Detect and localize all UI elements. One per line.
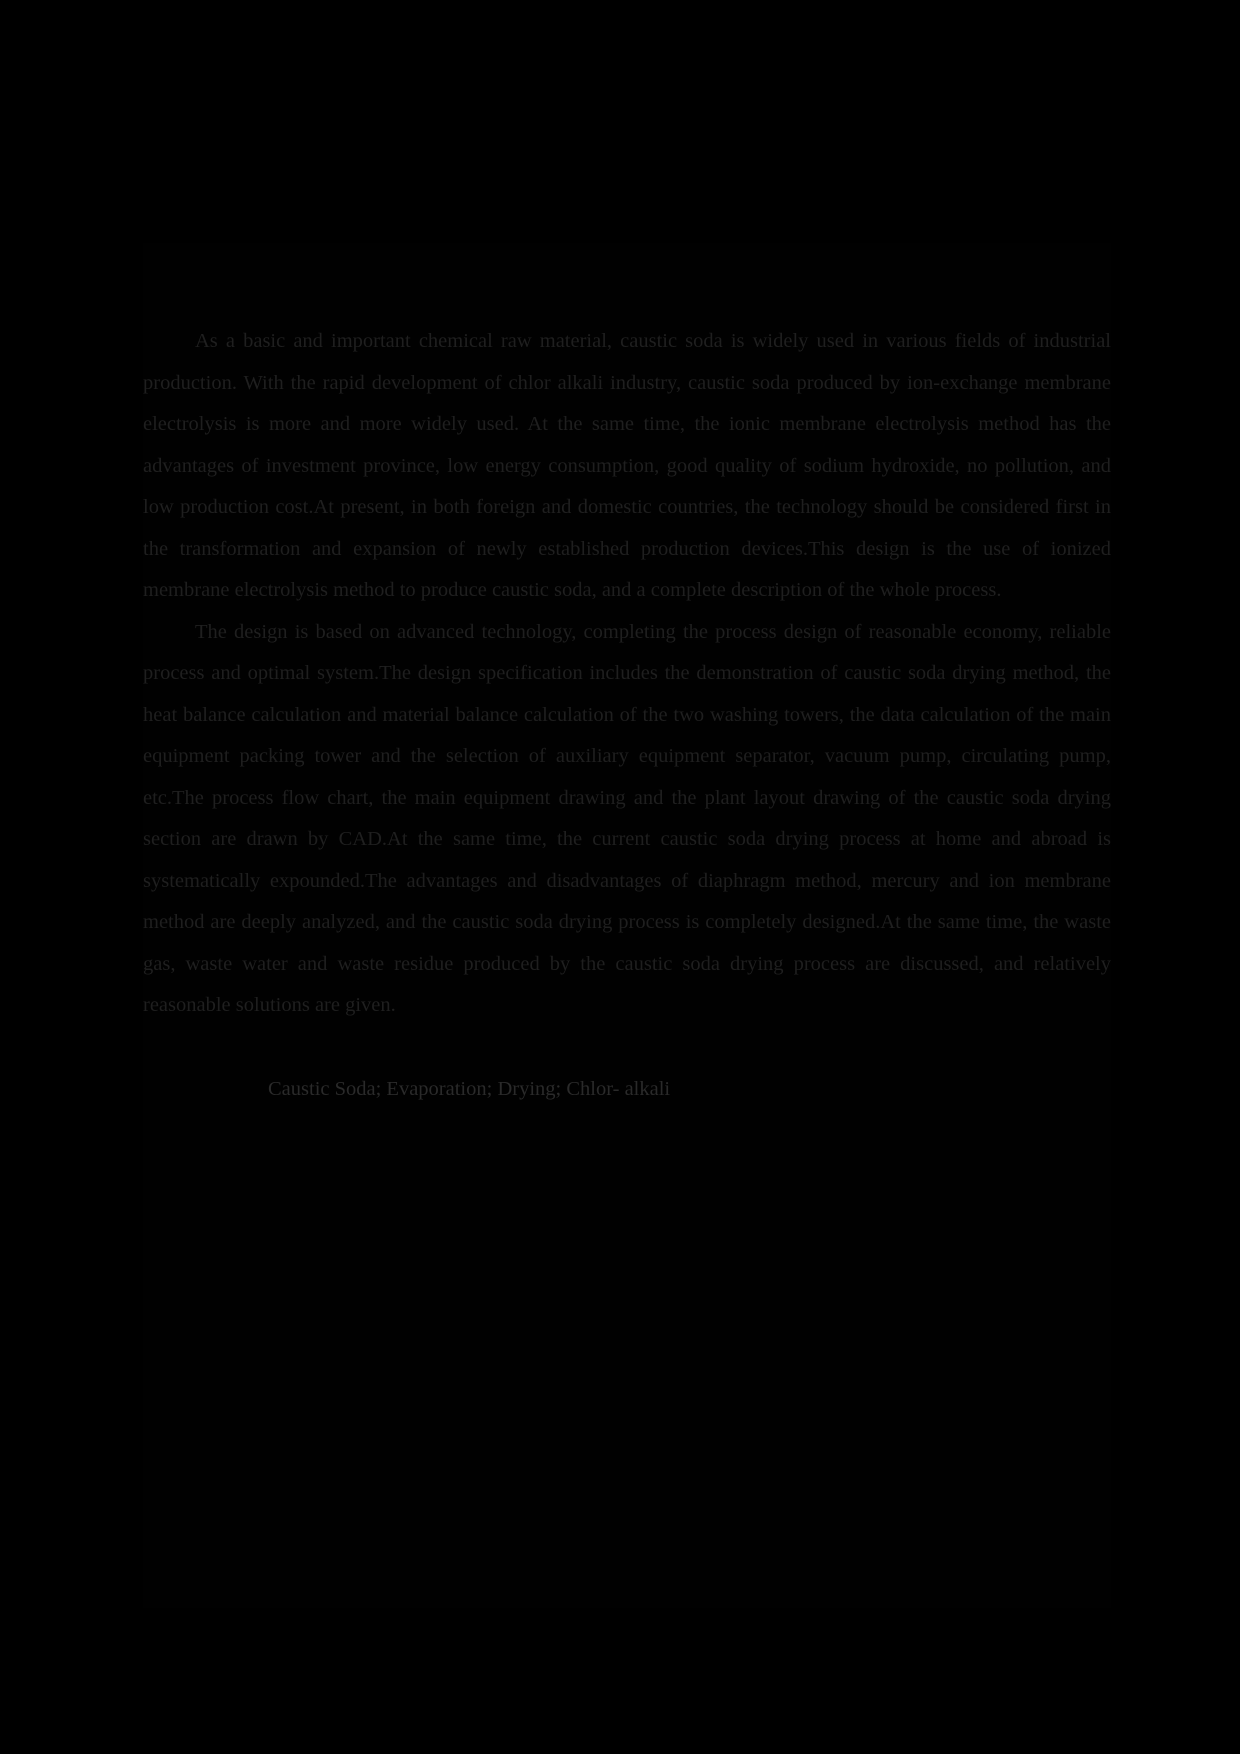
keywords-line: Caustic Soda; Evaporation; Drying; Chlor- alkali (268, 1077, 671, 1100)
page-content-block (143, 243, 1111, 1608)
abstract-text-area (143, 243, 1111, 1131)
abstract-paragraph-1: As a basic and important chemical raw material, caustic soda is widely used in various fields of industrial production. With the rapid development of chlor alkali industry, caustic soda produced by ion-exchange membrane electrolysis is more and more widely used. At the same time, the ionic membrane electrolysis method has the advantages of investment province, low energy consumption, good quality of sodium hydroxide, no pollution, and low production cost.At present, in both foreign and domestic countries, the technology should be considered first in the transformation and expansion of newly established production devices.This design is the use of ionized membrane electrolysis method to produce caustic soda, and a complete description of the whole process. (143, 330, 1111, 601)
abstract-paragraph-2: The design is based on advanced technology, completing the process design of reasonable economy, reliable process and optimal system.The design specification includes the demonstration of caustic soda drying method, the heat balance calculation and material balance calculation of the two washing towers, the data calculation of the main equipment packing tower and the selection of auxiliary equipment separator, vacuum pump, circulating pump, etc.The process flow chart, the main equipment drawing and the plant layout drawing of the caustic soda drying section are drawn by CAD.At the same time, the current caustic soda drying process at home and abroad is systematically expounded.The advantages and disadvantages of diaphragm method, mercury and ion membrane method are deeply analyzed, and the caustic soda drying process is completely designed.At the same time, the waste gas, waste water and waste residue produced by the caustic soda drying process are discussed, and relatively reasonable solutions are given. (143, 620, 1111, 1016)
